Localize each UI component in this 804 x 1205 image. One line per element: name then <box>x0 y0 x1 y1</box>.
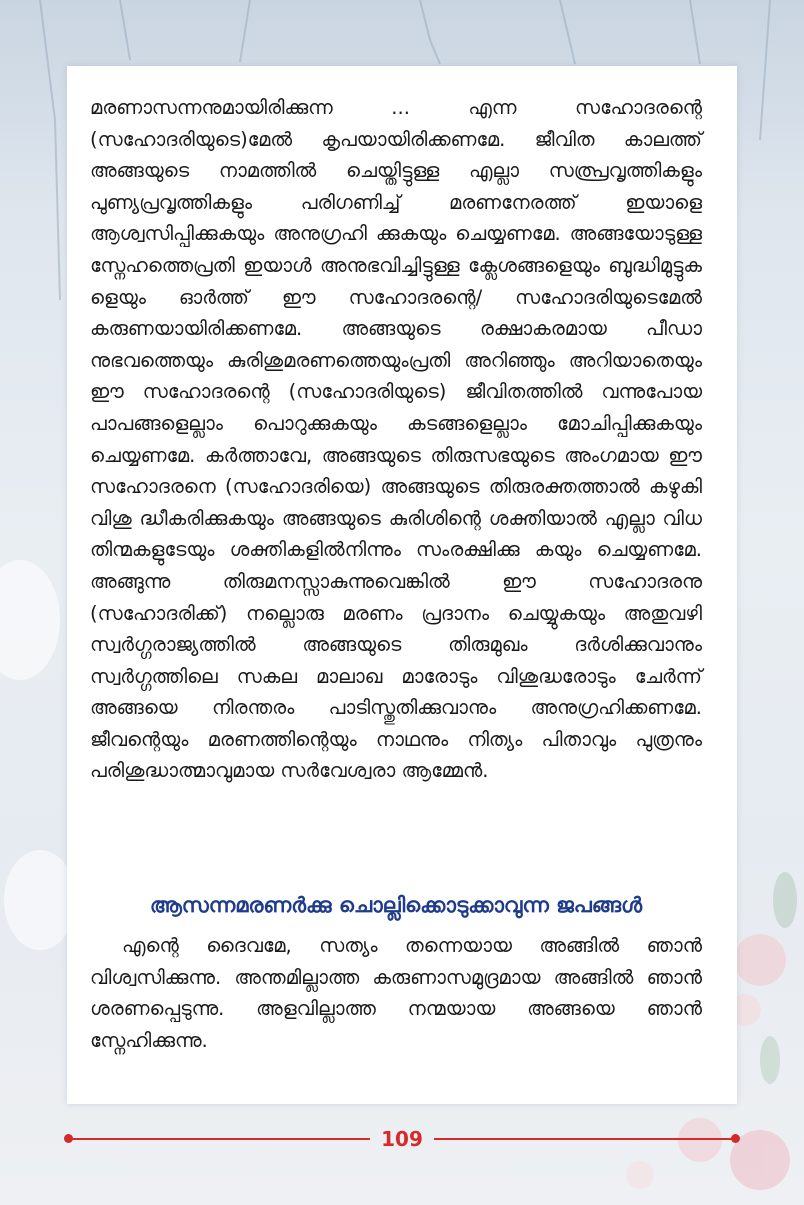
footer-right-rule <box>434 1138 734 1140</box>
section-heading: ആസന്നമരണർക്കു ചൊല്ലിക്കൊടുക്കാവുന്ന ജപങ്ങൾ <box>149 893 643 917</box>
body-paragraph: മരണാസന്നനുമായിരിക്കുന്ന ... എന്ന സഹോദരന്റെ (സഹോദരിയുടെ)മേൽ കൃപയായിരിക്കണമേ. ജീവിത കാലത്ത് അങ്ങയുടെ നാമത്തിൽ ചെയ്തിട്ടുള്ള എല്ലാ സത്പ്രവൃത്തികളും പുണ്യപ്രവൃത്തികളും പരിഗണിച്ച് മരണനേരത്ത് ഇയാളെ ആശ്വസിപ്പിക്കുകയും അനുഗ്രഹി ക്കുകയും ചെയ്യണമേ. അങ്ങയോടുള്ള സ്നേഹത്തെപ്രതി ഇയാൾ അനുഭവിച്ചിട്ടുള്ള ക്ലേശങ്ങളെയും ബുദ്ധിമുട്ടുക ളെയും ഓർത്ത് ഈ സഹോദരന്റെ/ സഹോദരിയുടെമേൽ കരുണയായിരിക്കണമേ. അങ്ങയുടെ രക്ഷാകരമായ പീഡാ നുഭവത്തെയും കുരിശുമരണത്തെയുംപ്രതി അറിഞ്ഞും അറിയാതെയും ഈ സഹോദരന്റെ (സഹോദരിയുടെ) ജീവിതത്തിൽ വന്നുപോയ പാപങ്ങളെല്ലാം പൊറുക്കുകയും കടങ്ങളെല്ലാം മോചിപ്പിക്കുകയും ചെയ്യണമേ. കർത്താവേ, അങ്ങയുടെ തിരുസഭയുടെ അംഗമായ ഈ സഹോദരനെ (സഹോദരിയെ) അങ്ങയുടെ തിരുരക്തത്താൽ കഴുകി വിശു ദ്ധീകരിക്കുകയും അങ്ങയുടെ കുരിശിന്റെ ശക്തിയാൽ എല്ലാ വിധ തിന്മകളുടേയും ശക്തികളിൽനിന്നും സംരക്ഷിക്കു കയും ചെയ്യണമേ. അങ്ങുന്നു തിരുമനസ്സാകുന്നുവെങ്കിൽ ഈ സഹോദരനു (സഹോദരിക്ക്) നല്ലൊരു മരണം പ്രദാനം ചെയ്യുകയും അതുവഴി സ്വർഗ്ഗരാജ്യത്തിൽ അങ്ങയുടെ തിരുമുഖം ദർശിക്കുവാനും സ്വർഗ്ഗത്തിലെ സകല മാലാഖ മാരോടും വിശുദ്ധരോടും ചേർന്ന് അങ്ങയെ നിരന്തരം പാടിസ്തുതിക്കുവാനും അനുഗ്രഹിക്കണമേ. ജീവന്റെയും മരണത്തിന്റെയും നാഥനും നിത്യം പിതാവും പുത്രനും പരിശുദ്ധാത്മാവുമായ സർവേശ്വരാ ആമ്മേൻ. <box>90 96 702 783</box>
page-number: 109 <box>381 1127 423 1151</box>
footer-right-dot <box>731 1134 740 1143</box>
footer-left-rule <box>70 1138 370 1140</box>
prayer-paragraph: എന്റെ ദൈവമേ, സത്യം തന്നെയായ അങ്ങിൽ ഞാൻ വിശ്വസിക്കുന്നു. അന്തമില്ലാത്ത കരുണാസമുദ്രമായ അങ്ങിൽ ഞാൻ ശരണപ്പെടുന്നു. അളവില്ലാത്ത നന്മയായ അങ്ങയെ ഞാൻ സ്നേഹിക്കുന്നു. <box>90 934 702 1052</box>
